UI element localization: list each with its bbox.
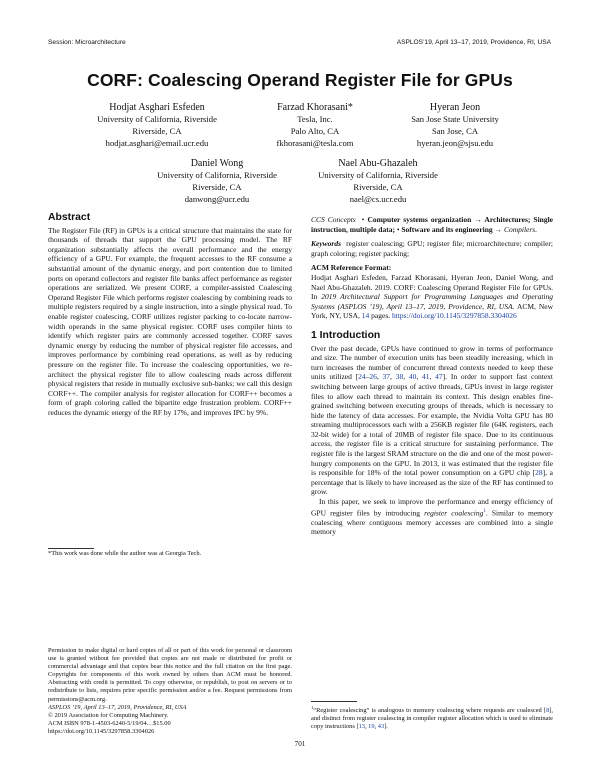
ccs-bullet: • (361, 215, 365, 224)
ccs-concept-1: Computer systems organization → Architectures; Single instruction, multiple data; (311, 215, 553, 234)
keywords-label: Keywords (311, 239, 341, 249)
author-name: Farzad Khorasani* (277, 102, 353, 113)
citation-link[interactable]: 37 (382, 372, 391, 382)
author-affiliation: University of California, Riverside (157, 170, 277, 181)
keywords-text: register coalescing; GPU; register file; microarchitecture; compiler; graph coloring; register packing; (311, 239, 554, 258)
acm-reference-authors: Hodjat Asghari Esfeden, Farzad Khorasani, Hyeran Jeon, Daniel Wong, and Nael Abu-Ghazaleh. 2019. CORF: Coalescing Operand Register File for GPUs. In (311, 272, 553, 302)
footnote-text: ], and distinct from register coalescing in compiler register allocation which is used to eliminate copy instructions [ (311, 707, 553, 731)
author-affiliation: University of California, Riverside (97, 114, 217, 125)
running-header-session: Session: Microarchitecture (48, 39, 126, 46)
citation-link[interactable]: 43 (377, 723, 385, 731)
intro-text: Over the past decade, GPUs have continued to grow in terms of performance and size. The number of execution units has been steadily increasing, which in turn increases the number of concurrent thread contexts needed to keep these units utilized [ (311, 343, 553, 382)
permission-block (48, 647, 292, 736)
citation-link[interactable]: 19 (368, 723, 375, 731)
author-name: Hodjat Asghari Esfeden (109, 102, 205, 113)
author-block (82, 102, 232, 149)
citation-link[interactable]: 28 (535, 468, 543, 478)
ccs-concept-2-leaf: Compilers. (503, 224, 538, 234)
page-number: 701 (294, 740, 306, 748)
author-location: Riverside, CA (353, 182, 403, 192)
acm-reference-proceedings: 2019 Architectural Support for Programming Languages and Operating Systems (ASPLOS ’19), April 13–17, 2019, Providence, RI, USA. (311, 292, 553, 311)
footnote-divider (48, 548, 94, 549)
citation-link[interactable]: 40 (408, 372, 417, 382)
author-email: nael@cs.ucr.edu (349, 193, 407, 204)
author-location: Riverside, CA (132, 126, 182, 136)
author-email: fkhorasani@tesla.com (276, 137, 354, 148)
footnote-text: “Register coalescing” is analogous to memory coalescing where requests are coalesced [ (313, 707, 547, 715)
author-block (142, 158, 292, 205)
author-location: Palo Alto, CA (290, 126, 340, 136)
footnote-divider (311, 701, 357, 702)
copyright-line: © 2019 Association for Computing Machinery. (48, 711, 169, 719)
footnote-1: $^1$“Register coalescing” is analogous to memory coalescing where requests are coalesced [8], and distinct from register coalescing in compiler register allocation which is used to eliminate copy instructions [13, 19, 43]. (311, 705, 553, 731)
paper-title: CORF: Coalescing Operand Register File for GPUs (87, 70, 513, 90)
author-affiliation: San Jose State University (411, 114, 499, 125)
author-footnote: *This work was done while the author was at Georgia Tech. (48, 550, 202, 557)
footnote-text: ]. (384, 723, 388, 731)
author-block (303, 158, 453, 205)
author-affiliation: University of California, Riverside (318, 170, 438, 181)
author-affiliation: Tesla, Inc. (297, 114, 333, 125)
isbn-line: ACM ISBN 978-1-4503-6240-5/19/04…$15.00 (48, 719, 171, 727)
author-block (380, 102, 530, 149)
acm-reference-doi-link[interactable]: https://doi.org/10.1145/3297858.3304026 (392, 311, 517, 321)
acm-reference-publisher: ACM, New York, NY, USA, (311, 301, 554, 321)
author-location: Riverside, CA (192, 182, 242, 192)
right-column (311, 215, 553, 537)
intro-text: ], a percentage that is likely to have increased as the size of the RF has continued to grow. (311, 468, 554, 497)
abstract-text: The Register File (RF) in GPUs is a critical structure that maintains the state for thousands of threads that support the GPU processing model. The RF organization substantially affects the overall performance and the energy efficiency of a GPU. For example, the frequent accesses to the RF consume a substantial amount of the dynamic energy, and port contention due to limited ports on operand collectors and register file banks affect performance as register operations are serialized. We present CORF, a compiler-assisted Coalescing Operand Register File which performs register coalescing by combining reads to multiple registers required by a single instruction, into a single physical read. To enable register coalescing, CORF utilizes register packing to co-locate narrow-width operands in the same physical register. CORF uses compiler hints to identify which register pairs are commonly accessed together. CORF saves dynamic energy by reducing the number of physical register file accesses, and improves performance by combining read operations, as well as by reducing pressure on the register file. To increase the coalescing opportunities, we re-architect the physical register file to allow coalescing reads across different physical registers that reside in mutually exclusive sub-banks; we call this design CORF++. The compiler analysis for register allocation for CORF++ becomes a form of graph coloring called the bipartite edge frustration problem. CORF++ reduces the dynamic energy of the RF by 17%, and improves IPC by 9%. (48, 225, 292, 417)
acm-reference-label: ACM Reference Format: (311, 263, 392, 273)
citation-link[interactable]: 24 (358, 372, 366, 382)
introduction-heading: 1 Introduction (311, 329, 381, 341)
author-email: hyeran.jeon@sjsu.edu (416, 137, 494, 148)
ccs-concepts (311, 215, 553, 234)
author-name: Daniel Wong (190, 158, 244, 169)
footnote-ref-link[interactable]: 1 (483, 508, 486, 514)
author-email: hodjat.asghari@email.ucr.edu (105, 137, 209, 148)
author-block (240, 102, 390, 149)
citation-dash: – (365, 372, 370, 382)
citation-link[interactable]: 13 (358, 723, 365, 731)
intro-text: . Similar to memory coalescing where contiguous memory accesses are combined into a single memory (311, 508, 553, 537)
author-location: San Jose, CA (431, 126, 479, 136)
ccs-concept-2: Software and its engineering → (401, 224, 503, 234)
author-name: Hyeran Jeon (429, 102, 481, 113)
conference-line: ASPLOS ’19, April 13–17, 2019, Providence, RI, USA (48, 703, 187, 711)
ccs-label: CCS Concepts (311, 215, 356, 224)
abstract-heading: Abstract (48, 212, 91, 223)
introduction-paragraph (311, 497, 553, 537)
acm-reference (311, 263, 553, 321)
permission-text: Permission to make digital or hard copies of all or part of this work for personal or classroom use is granted without fee provided that copies are not made or distributed for profit or commercial advantage and that copies bear this notice and the full citation on the first page. Copyrights for components of this work owned by others than ACM must be honored. Abstracting with credit is permitted. To copy otherwise, or republish, to post on servers or to redistribute to lists, requires prior specific permission and/or a fee. Request permissions from permissions@acm.org. (48, 647, 292, 703)
citation-link[interactable]: 8 (546, 707, 550, 715)
citation-link[interactable]: 47 (435, 372, 443, 382)
introduction-paragraph: Over the past decade, GPUs have continued to grow in terms of performance and size. The number of execution units has been steadily increasing, which in turn increases the number of concurrent thread contexts needed to keep these units utilized [24–26, 37, 38, 40, 41, 47]. In order to support fast context switching between large groups of active threads, GPUs invest in large register files to allow each thread to maintain its context. This design enables fine-grained switching between executing groups of threads, which is necessary to hide the latency of data accesses. For example, the Nvidia Volta GPU has 80 streaming multiprocessors each with a 256KB register file (64K registers, each 32-bit wide) for a total of 20MB of register file space. Due to its continuous access, the register file is a critical structure for sustaining performance. The register file is the largest SRAM structure on the die and one of the most power-hungry components on the GPU. In 2013, it was estimated that the register file is responsible for 18% of the total power consumption on a GPU chip [28], a percentage that is likely to have increased as the size of the RF has continued to grow. (311, 343, 554, 497)
emphasis-term: register coalescing (424, 508, 484, 518)
acm-reference-pages-suffix: pages. (371, 311, 391, 321)
intro-text: In this paper, we seek to improve the performance and energy efficiency of GPU register files by introducing (311, 497, 553, 518)
author-name: Nael Abu-Ghazaleh (338, 158, 418, 169)
author-email: danwong@ucr.edu (184, 193, 250, 204)
citation-link[interactable]: 38 (395, 372, 404, 382)
keywords (311, 239, 553, 258)
citation-link[interactable]: 26 (369, 372, 377, 382)
doi-line: https://doi.org/10.1145/3297858.3304026 (48, 727, 155, 735)
running-header-venue: ASPLOS’19, April 13–17, 2019, Providence, RI, USA (396, 39, 551, 46)
abstract-section (48, 213, 292, 417)
intro-text: ]. In order to support fast context switching between large groups of active threads, GPUs invest in large register files to allow each thread to maintain its context. This design enables fine-grained switching between executing groups of threads, which is necessary to hide the latency of data accesses. For example, the Nvidia Volta GPU has 80 streaming multiprocessors each with a 256KB register file (64K registers, each 32-bit wide) for a total of 20MB of register file space. Due to its continuous access, the register file is a critical structure for sustaining performance. The register file is the largest SRAM structure on the die and one of the most power-hungry components on the GPU. In 2013, it was estimated that the register file is responsible for 18% of the total power consumption on a GPU chip [ (311, 372, 554, 478)
footnote-mark: 1 (311, 705, 314, 710)
citation-link[interactable]: 41 (422, 372, 430, 382)
acm-reference-pages-link[interactable]: 14 (361, 311, 370, 321)
ccs-bullet: • (396, 224, 400, 234)
